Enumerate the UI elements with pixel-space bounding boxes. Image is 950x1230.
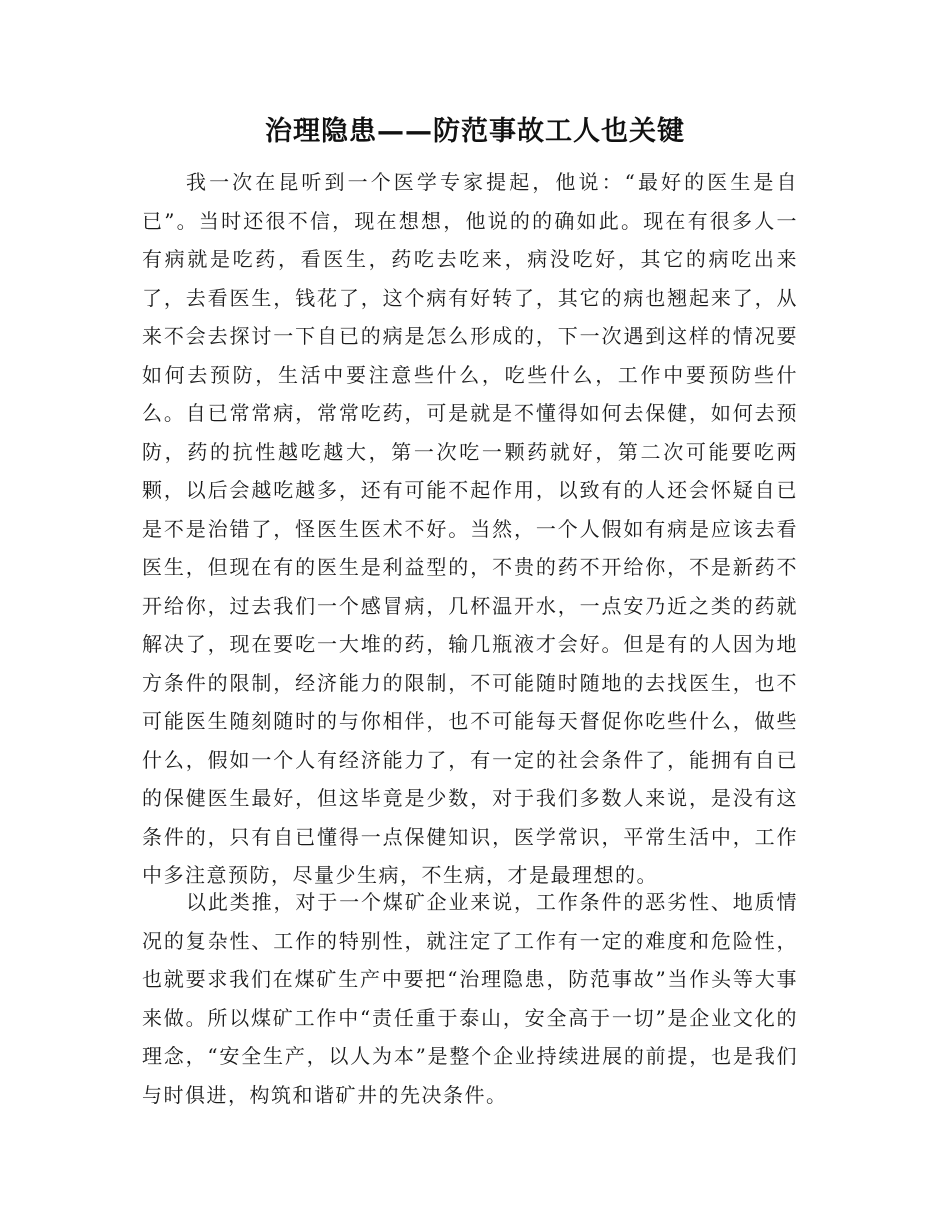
document-title: 治理隐患——防范事故工人也关键 [265, 116, 685, 147]
body-paragraph-1: 我一次在昆听到一个医学专家提起，他说：“最好的医生是自已”。当时还很不信，现在想想，他说的的确如此。现在有很多人一有病就是吃药，看医生，药吃去吃来，病没吃好，其它的病吃出来了，去看医生，钱花了，这个病有好转了，其它的病也翘起来了，从来不会去探讨一下自已的病是怎么形成的，下一次遇到这样的情况要如何去预防，生活中要注意些什么，吃些什么，工作中要预防些什么。自已常常病，常常吃药，可是就是不懂得如何去保健，如何去预防，药的抗性越吃越大，第一次吃一颗药就好，第二次可能要吃两颗，以后会越吃越多，还有可能不起作用，以致有的人还会怀疑自已是不是治错了，怪医生医术不好。当然，一个人假如有病是应该去看医生，但现在有的医生是利益型的，不贵的药不开给你，不是新药不开给你，过去我们一个感冒病，几杯温开水，一点安乃近之类的药就解决了，现在要吃一大堆的药，输几瓶液才会好。但是有的人因为地方条件的限制，经济能力的限制，不可能随时随地的去找医生，也不可能医生随刻随时的与你相伴，也不可能每天督促你吃些什么，做些什么，假如一个人有经济能力了，有一定的社会条件了，能拥有自已的保健医生最好，但这毕竟是少数，对于我们多数人来说，是没有这条件的，只有自已懂得一点保健知识，医学常识，平常生活中，工作中多注意预防，尽量少生病，不生病，才是最理想的。 [142, 170, 798, 887]
body-paragraph-2: 以此类推，对于一个煤矿企业来说，工作条件的恶劣性、地质情况的复杂性、工作的特别性，就注定了工作有一定的难度和危险性，也就要求我们在煤矿生产中要把“治理隐患，防范事故”当作头等大事来做。所以煤矿工作中“责任重于泰山，安全高于一切”是企业文化的理念，“安全生产，以人为本”是整个企业持续进展的前提，也是我们与时俱进，构筑和谐矿井的先决条件。 [142, 890, 798, 1107]
